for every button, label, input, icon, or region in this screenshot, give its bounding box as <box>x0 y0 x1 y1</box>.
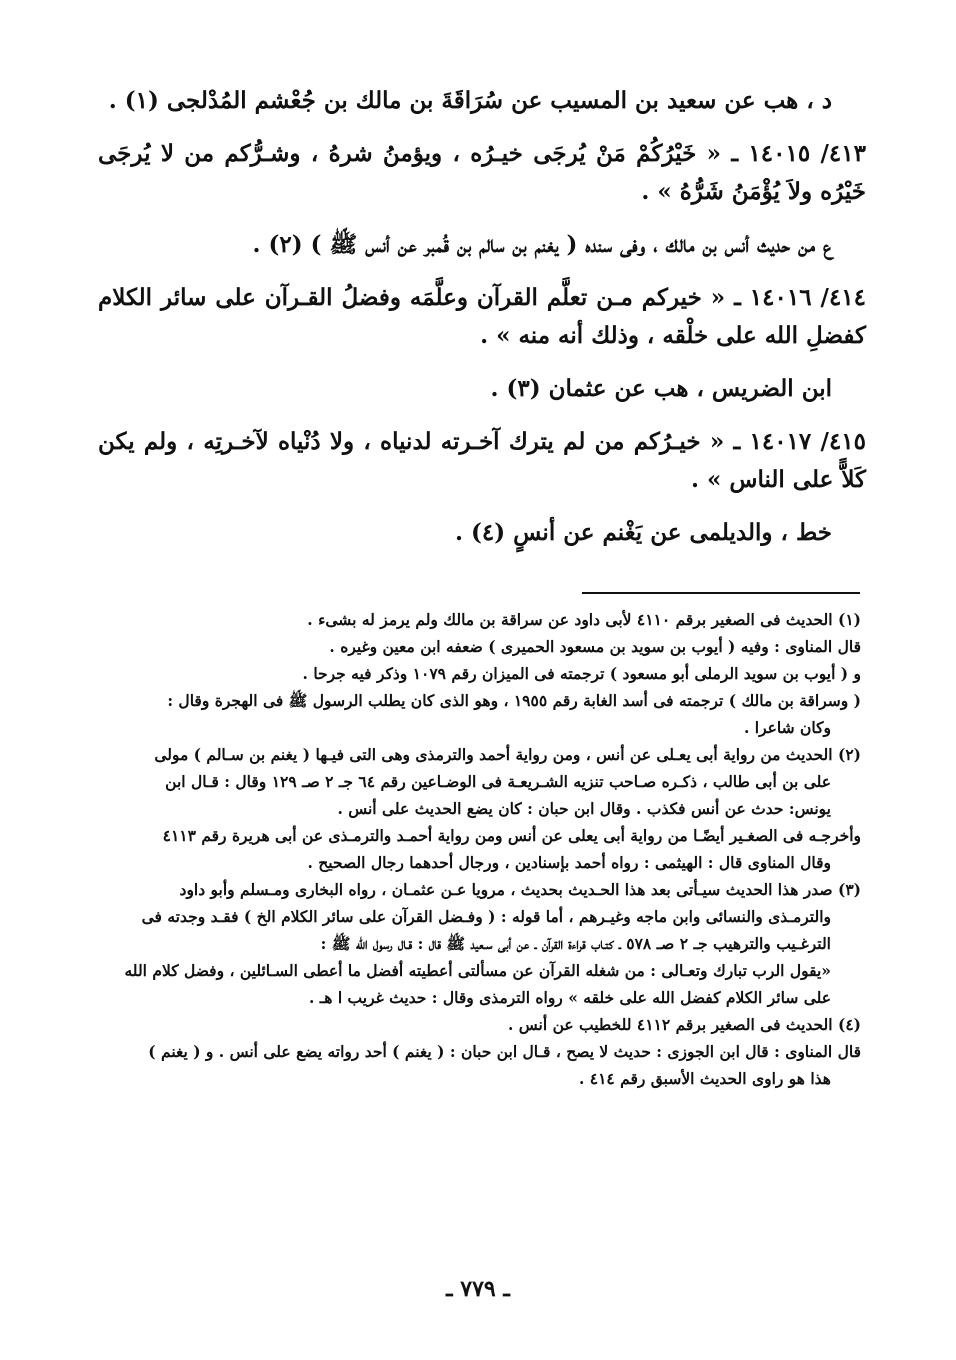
footnote-line: (١) الحديث فى الصغير برقم ٤١١٠ لأبى داود عن سراقة بن مالك ولم يرمز له بشىء . <box>307 610 861 629</box>
footnote-line: على بن أبى طالب ، ذكـره صـاحب تنزيه الشـريعـة فى الوضـاعين رقم ٦٤ جـ ٢ صـ ١٢٩ وقال : قـال ابن <box>165 772 831 791</box>
page-number: ـ ٧٧٩ ـ <box>446 1276 510 1302</box>
footnote-line: و ( أيوب بن سويد الرملى أبو مسعود ) ترجمته فى الميزان رقم ١٠٧٩ وذكر فيه جرحا . <box>302 664 861 683</box>
main-text <box>98 82 866 567</box>
footnotes <box>98 606 861 1092</box>
footnote-line: (٤) الحديث فى الصغير برقم ٤١١٢ للخطيب عن أنس . <box>508 1015 861 1034</box>
footnote-line: وأخرجـه فى الصغـير أيضًـا من رواية أبى يعلى عن أنس ومن رواية أحمـد والترمـذى عن أبى هريرة رقم ٤١١٣ <box>162 826 861 845</box>
footnote-line: (٣) صدر هذا الحديث سيـأتى بعد هذا الحـديث بحديث ، مرويا عـن عثمـان ، رواه البخارى ومـسلم وأبو داود <box>179 880 861 899</box>
footnote-line: «يقول الرب تبارك وتعـالى : من شغله القرآن عن مسألتى أعطيته أفضل ما أعطى السـائلين ، وفضل كلام الله <box>124 961 831 980</box>
footnote-line: ( وسراقة بن مالك ) ترجمته فى أسد الغابة رقم ١٩٥٥ ، وهو الذى كان يطلب الرسول ﷺ فى الهجرة وقال : <box>167 691 861 710</box>
footnote-line: والترمـذى والنسائى وابن ماجه وغيـرهم ، أما قوله : ( وفـضل القرآن على سائر الكلام الخ ) فقـد وجدته فى <box>141 907 831 926</box>
footnote-line: هذا هو راوى الحديث الأسبق رقم ٤١٤ . <box>578 1069 831 1088</box>
hadith-413: ٤١٣/ ١٤٠١٥ ـ « خَيْرُكُمْ مَنْ يُرجَى خيـرُه ، ويؤمنُ شرهُ ، وشـرُّكم من لا يُرجَى خَيْرُه ولاَ يُؤْمَنُ شَرُّهُ » . <box>98 140 866 205</box>
footnote-line: (٢) الحديث من رواية أبى يعـلى عن أنس ، ومن رواية أحمد والترمذى وهى التى فيـها ( يغنم بن سـالم ) مولى <box>154 745 861 764</box>
footnote-line: قال المناوى : وفيه ( أيوب بن سويد بن مسعود الحميرى ) ضعفه ابن معين وغيره . <box>329 637 861 656</box>
source-line: ع من حديث أنس بن مالك ، وفى سنده ( يغنم بن سالم بن قُمبر عن أنس ﷺ ) (٢) . <box>252 231 832 258</box>
footnote-line: وقال المناوى قال : الهيثمى : رواه أحمد بإسنادين ، ورجال أحدهما رجال الصحيح . <box>307 853 831 872</box>
footnote-line: على سائر الكلام كفضل الله على خلقه » رواه الترمذى وقال : حديث غريب ا هـ . <box>308 988 831 1007</box>
footnote-line: الترغـيب والترهيب جـ ٢ صـ ٥٧٨ ـ كتـاب قراءة القرآن ـ عن أبى سـعيد ﷺ قال : قـال رسول الله ﷺ : <box>320 934 831 953</box>
hadith-415: ٤١٥/ ١٤٠١٧ ـ « خيـرُكم من لم يترك آخـرته لدنياه ، ولا دُنْياه لآخـرتِه ، ولم يكن كَلاًّ على الناس » . <box>98 428 866 493</box>
source-line: خط ، والديلمى عن يَغْنم عن أنسٍ (٤) . <box>454 519 832 546</box>
footnote-line: وكان شاعرا . <box>744 718 831 737</box>
footnote-divider <box>582 592 860 594</box>
hadith-414: ٤١٤/ ١٤٠١٦ ـ « خيركم مـن تعلَّم القرآن وعلَّمَه وفضلُ القـرآن على سائر الكلام كفضلِ الله على خلْقه ، وذلك أنه منه » . <box>98 284 866 349</box>
source-line: ابن الضريس ، هب عن عثمان (٣) . <box>490 375 832 402</box>
footnote-line: يونس: حدث عن أنس فكذب . وقال ابن حبان : كان يضع الحديث على أنس . <box>337 799 831 818</box>
footnote-line: قال المناوى : قال ابن الجوزى : حديث لا يصح ، قـال ابن حبان : ( يغنم ) أحد رواته يضع على أنس . و ( يغنم ) <box>148 1042 861 1061</box>
source-line: د ، هب عن سعيد بن المسيب عن سُرَاقَةَ بن مالك بن جُعْشم المُدْلجى (١) . <box>108 87 832 114</box>
